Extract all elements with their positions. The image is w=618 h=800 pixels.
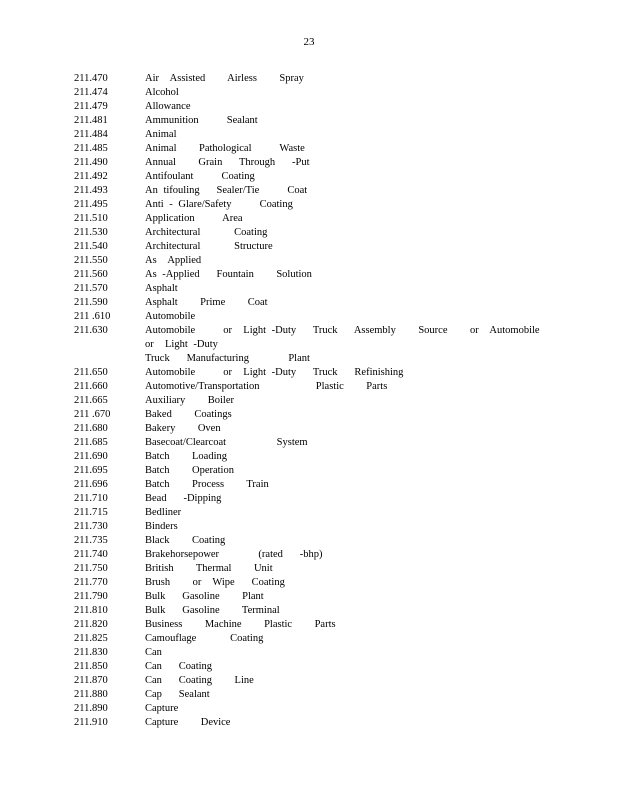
section-number: 211.790 [74, 591, 108, 602]
defined-term: Automotive/Transportation Plastic Parts [145, 381, 388, 392]
defined-term: Brakehorsepower (rated -bhp) [145, 549, 323, 560]
definitions-index-list [74, 72, 554, 730]
section-number: 211.685 [74, 437, 108, 448]
list-item [74, 618, 554, 632]
defined-term: Can Coating [145, 661, 213, 672]
list-item [74, 674, 554, 688]
section-number: 211.560 [74, 269, 108, 280]
defined-term: Air Assisted Airless Spray [145, 73, 304, 84]
section-number: 211.690 [74, 451, 108, 462]
defined-term: Business Machine Plastic Parts [145, 619, 336, 630]
list-item [74, 240, 554, 254]
defined-term: Bulk Gasoline Plant [145, 591, 264, 602]
list-item [74, 170, 554, 184]
list-item [74, 702, 554, 716]
defined-term: Baked Coatings [145, 409, 232, 420]
list-item [74, 450, 554, 464]
list-item [74, 632, 554, 646]
defined-term: Camouflage Coating [145, 633, 264, 644]
list-item [74, 128, 554, 142]
defined-term: Brush or Wipe Coating [145, 577, 285, 588]
list-item [74, 366, 554, 380]
section-number: 211 .610 [74, 311, 111, 322]
section-number: 211.715 [74, 507, 108, 518]
defined-term: An tifouling Sealer/Tie Coat [145, 185, 308, 196]
defined-term: Binders [145, 521, 178, 532]
defined-term: Architectural Structure [145, 241, 273, 252]
defined-term: Application Area [145, 213, 243, 224]
defined-term: Can [145, 647, 162, 658]
list-item [74, 226, 554, 240]
defined-term: Asphalt Prime Coat [145, 297, 268, 308]
list-item [74, 646, 554, 660]
defined-term: Allowance [145, 101, 191, 112]
defined-term: Asphalt [145, 283, 178, 294]
section-number: 211.890 [74, 703, 108, 714]
section-number: 211.735 [74, 535, 108, 546]
section-number: 211.493 [74, 185, 108, 196]
defined-term: Animal [145, 129, 177, 140]
list-item [74, 198, 554, 212]
defined-term: Bulk Gasoline Terminal [145, 605, 280, 616]
defined-term: Basecoat/Clearcoat System [145, 437, 308, 448]
list-item [74, 296, 554, 310]
section-number: 211.485 [74, 143, 108, 154]
list-item [74, 520, 554, 534]
list-item [74, 688, 554, 702]
list-item [74, 72, 554, 86]
section-number: 211.650 [74, 367, 108, 378]
defined-term: Cap Sealant [145, 689, 210, 700]
list-item [74, 142, 554, 156]
section-number: 211.510 [74, 213, 108, 224]
section-number: 211.630 [74, 325, 108, 336]
section-number: 211.490 [74, 157, 108, 168]
defined-term: Batch Operation [145, 465, 234, 476]
section-number: 211.910 [74, 717, 108, 728]
section-number: 211.484 [74, 129, 108, 140]
list-item [74, 590, 554, 604]
list-item [74, 716, 554, 730]
section-number: 211.492 [74, 171, 108, 182]
defined-term: Alcohol [145, 87, 179, 98]
section-number: 211.590 [74, 297, 108, 308]
section-number: 211.825 [74, 633, 108, 644]
list-item [74, 660, 554, 674]
section-number: 211.696 [74, 479, 108, 490]
defined-term: Capture [145, 703, 179, 714]
defined-term: Bead -Dipping [145, 493, 222, 504]
section-number: 211.870 [74, 675, 108, 686]
list-item [74, 310, 554, 324]
section-number: 211.470 [74, 73, 108, 84]
list-item [74, 324, 554, 366]
list-item [74, 562, 554, 576]
list-item [74, 86, 554, 100]
section-number: 211.550 [74, 255, 108, 266]
defined-term: Automobile [145, 311, 196, 322]
section-number: 211.695 [74, 465, 108, 476]
list-item [74, 478, 554, 492]
defined-term: Batch Process Train [145, 479, 269, 490]
section-number: 211.660 [74, 381, 108, 392]
defined-term: Automobile or Light -Duty Truck Refinishing [145, 367, 404, 378]
section-number: 211.820 [74, 619, 108, 630]
defined-term: Bakery Oven [145, 423, 221, 434]
list-item [74, 268, 554, 282]
section-number: 211.479 [74, 101, 108, 112]
list-item [74, 100, 554, 114]
section-number: 211.495 [74, 199, 108, 210]
section-number: 211.665 [74, 395, 108, 406]
defined-term: As -Applied Fountain Solution [145, 269, 312, 280]
list-item [74, 548, 554, 562]
section-number: 211.830 [74, 647, 108, 658]
section-number: 211.810 [74, 605, 108, 616]
defined-term: Anti - Glare/Safety Coating [145, 199, 293, 210]
list-item [74, 408, 554, 422]
section-number: 211.880 [74, 689, 108, 700]
list-item [74, 422, 554, 436]
list-item [74, 492, 554, 506]
section-number: 211.750 [74, 563, 108, 574]
list-item [74, 184, 554, 198]
defined-term: Animal Pathological Waste [145, 143, 305, 154]
list-item [74, 380, 554, 394]
defined-term: Annual Grain Through -Put [145, 157, 310, 168]
defined-term: Antifoulant Coating [145, 171, 255, 182]
list-item [74, 464, 554, 478]
defined-term: Batch Loading [145, 451, 227, 462]
defined-term: Architectural Coating [145, 227, 268, 238]
defined-term: Capture Device [145, 717, 231, 728]
list-item [74, 282, 554, 296]
list-item [74, 506, 554, 520]
list-item [74, 394, 554, 408]
defined-term: Auxiliary Boiler [145, 395, 234, 406]
defined-term: As Applied [145, 255, 202, 266]
defined-term: Bedliner [145, 507, 182, 518]
list-item [74, 576, 554, 590]
list-item [74, 534, 554, 548]
section-number: 211.740 [74, 549, 108, 560]
defined-term: Can Coating Line [145, 675, 254, 686]
section-number: 211.530 [74, 227, 108, 238]
list-item [74, 114, 554, 128]
defined-term: Black Coating [145, 535, 226, 546]
list-item [74, 604, 554, 618]
section-number: 211.850 [74, 661, 108, 672]
defined-term: Automobile or Light -Duty Truck Assembly Source or Automobile or Light -Duty Truck Manufacturing Plant [145, 325, 540, 364]
section-number: 211 .670 [74, 409, 111, 420]
list-item [74, 436, 554, 450]
section-number: 211.710 [74, 493, 108, 504]
section-number: 211.481 [74, 115, 108, 126]
defined-term: British Thermal Unit [145, 563, 273, 574]
defined-term: Ammunition Sealant [145, 115, 258, 126]
page-number: 23 [303, 36, 315, 48]
section-number: 211.570 [74, 283, 108, 294]
section-number: 211.474 [74, 87, 108, 98]
list-item [74, 212, 554, 226]
section-number: 211.680 [74, 423, 108, 434]
section-number: 211.730 [74, 521, 108, 532]
list-item [74, 156, 554, 170]
list-item [74, 254, 554, 268]
section-number: 211.540 [74, 241, 108, 252]
section-number: 211.770 [74, 577, 108, 588]
